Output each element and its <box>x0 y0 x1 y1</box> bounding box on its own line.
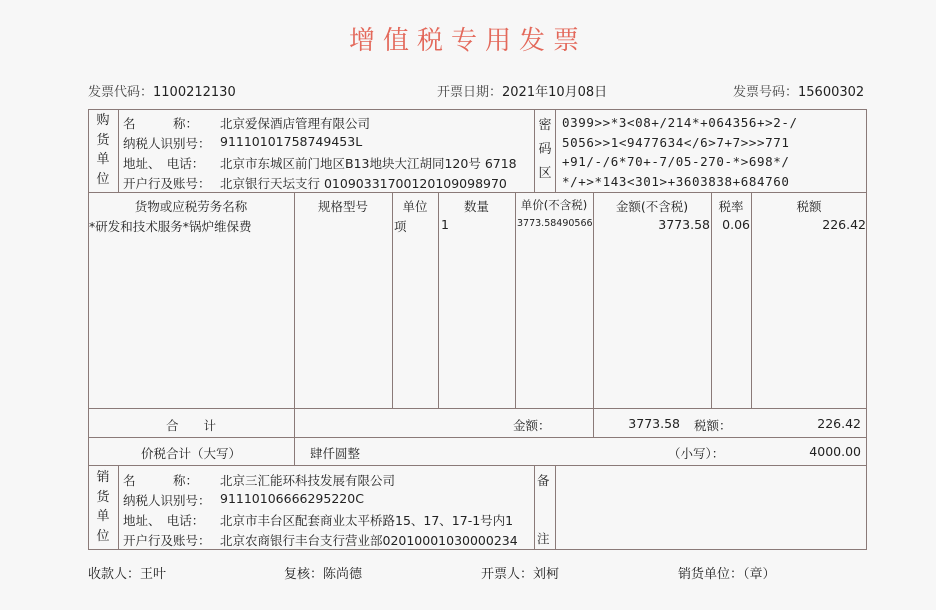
col-divider <box>118 109 119 192</box>
invoice-code <box>88 81 236 100</box>
seller-addr-label: 地址、 电话： <box>123 513 205 528</box>
cipher-line: */+>*143<301>+3603838+684760 <box>562 173 790 189</box>
col-divider <box>294 192 295 408</box>
cipher-side-char: 码 <box>538 142 552 157</box>
cipher-side-char: 密 <box>538 118 552 133</box>
grand-total-small-label: （小写）： <box>668 446 725 461</box>
col-header-item: 货物或应税劳务名称 <box>134 199 248 214</box>
totals-tax: 226.42 <box>817 416 861 431</box>
buyer-side-label <box>88 111 118 189</box>
invoice-title: 增值税专用发票 <box>348 26 587 56</box>
col-header-amount: 金额(不含税) <box>615 199 689 214</box>
invoice-date <box>437 81 607 100</box>
col-header-qty: 数量 <box>463 199 489 214</box>
footer-drawer-value: 刘柯 <box>533 567 560 582</box>
grand-total-small: 4000.00 <box>809 444 861 459</box>
item-rate: 0.06 <box>722 217 750 232</box>
col-divider <box>118 465 119 550</box>
cipher-line: 5056>>1<9477634</6>7+7>>>771 <box>562 134 790 150</box>
footer-payee-value: 王叶 <box>140 567 167 582</box>
seller-tax-id-label: 纳税人识别号： <box>123 493 211 508</box>
buyer-bank: 北京银行天坛支行 01090331700120109098970 <box>220 176 507 191</box>
cipher-side-label <box>530 114 560 186</box>
item-amount: 3773.58 <box>658 217 710 232</box>
totals-tax-label: 税额： <box>694 418 732 433</box>
buyer-addr: 北京市东城区前门地区B13地块大江胡同120号 6718 <box>220 156 517 171</box>
buyer-side-char: 货 <box>96 132 110 148</box>
buyer-tax-id: 91110101758749453L <box>220 134 363 149</box>
cipher-line: +91/-/6*70+-7/05-270-*>698*/ <box>562 154 790 169</box>
seller-tax-id: 91110106666295220C <box>220 491 364 506</box>
footer-payee <box>88 563 166 582</box>
item-unit: 项 <box>394 219 407 234</box>
buyer-side-char: 购 <box>96 113 110 128</box>
seller-name-label: 名 称： <box>123 473 199 488</box>
buyer-addr-label: 地址、 电话： <box>123 156 205 171</box>
buyer-name: 北京爱保酒店管理有限公司 <box>220 116 371 131</box>
col-divider <box>534 465 535 550</box>
invoice-date-label: 开票日期： <box>437 85 503 100</box>
invoice-number-value: 15600302 <box>798 85 865 100</box>
col-divider <box>438 192 439 408</box>
row-divider <box>88 408 867 409</box>
col-header-rate: 税率 <box>718 199 744 214</box>
grand-total-label: 价税合计（大写） <box>140 446 241 461</box>
item-qty: 1 <box>441 217 449 232</box>
seller-side-label <box>88 468 118 546</box>
footer-payee-label: 收款人： <box>88 567 141 582</box>
cipher-line: 0399>>*3<08+/214*+064356+>2-/ <box>562 115 798 130</box>
col-divider <box>515 192 516 408</box>
col-header-spec: 规格型号 <box>317 199 368 214</box>
footer-reviewer <box>284 563 362 582</box>
invoice-code-value: 1100212130 <box>153 85 236 100</box>
totals-label: 合 计 <box>165 418 216 433</box>
buyer-bank-label: 开户行及账号： <box>123 176 211 191</box>
col-divider <box>555 465 556 550</box>
invoice-number <box>733 81 864 100</box>
seller-bank: 北京农商银行丰台支行营业部02010001030000234 <box>220 533 518 548</box>
footer-drawer <box>481 563 559 582</box>
seller-name: 北京三汇能环科技发展有限公司 <box>220 473 396 488</box>
buyer-name-row <box>123 114 198 132</box>
row-divider <box>88 465 867 466</box>
buyer-tax-id-label: 纳税人识别号： <box>123 136 211 151</box>
totals-amount: 3773.58 <box>628 416 680 431</box>
footer-seller-stamp: 销货单位：（章） <box>678 567 776 582</box>
buyer-side-char: 单 <box>96 152 110 167</box>
col-header-unit: 单位 <box>402 199 428 214</box>
footer-drawer-label: 开票人： <box>481 567 534 582</box>
seller-side-char: 货 <box>96 489 110 505</box>
col-divider <box>294 408 295 466</box>
remark-side-top: 备 <box>537 473 550 488</box>
seller-side-char: 销 <box>96 470 110 485</box>
col-divider <box>593 192 594 437</box>
cipher-side-char: 区 <box>538 166 552 181</box>
item-price: 3773.58490566 <box>517 218 593 229</box>
seller-addr: 北京市丰台区配套商业太平桥路15、17、17-1号内1 <box>220 513 514 528</box>
seller-side-char: 单 <box>96 509 110 524</box>
remark-side-bottom: 注 <box>537 531 550 546</box>
buyer-side-char: 位 <box>96 171 110 187</box>
col-header-tax: 税额 <box>796 199 822 214</box>
seller-bank-label: 开户行及账号： <box>123 533 211 548</box>
col-divider <box>392 192 393 408</box>
totals-amount-label: 金额： <box>513 418 551 433</box>
grand-total-words: 肆仟圆整 <box>310 446 361 461</box>
buyer-name-label: 名 称： <box>123 116 199 131</box>
item-name: *研发和技术服务*锅炉维保费 <box>89 219 252 234</box>
invoice-date-value: 2021年10月08日 <box>502 85 608 100</box>
seller-side-char: 位 <box>96 528 110 544</box>
invoice-number-label: 发票号码： <box>733 85 799 100</box>
footer-reviewer-label: 复核： <box>284 567 324 582</box>
cipher-text <box>562 113 798 191</box>
item-tax: 226.42 <box>822 217 866 232</box>
footer-reviewer-value: 陈尚德 <box>323 567 363 582</box>
col-header-price: 单价(不含税) <box>520 198 588 212</box>
invoice-code-label: 发票代码： <box>88 85 154 100</box>
row-divider <box>88 437 867 438</box>
